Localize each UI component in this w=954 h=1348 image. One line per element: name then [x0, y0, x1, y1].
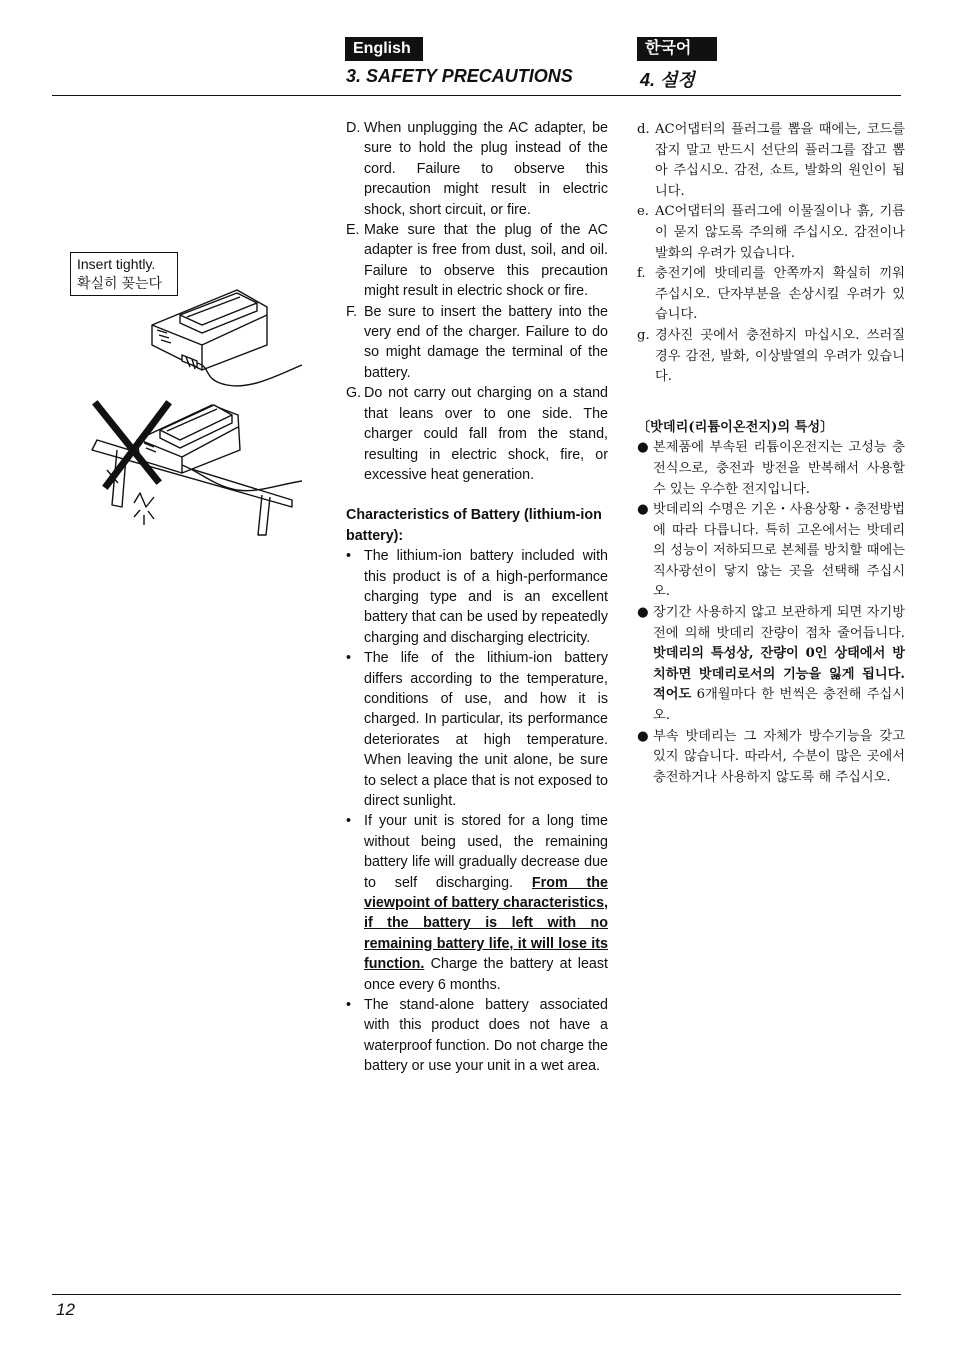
item-marker: f. [637, 266, 646, 282]
item-marker: d. [637, 122, 650, 137]
battery-bullet-korean [637, 438, 905, 500]
section-title-english: 3. SAFETY PRECAUTIONS [346, 66, 573, 86]
precaution-g [346, 383, 608, 485]
precaution-d-korean [637, 120, 905, 202]
battery-bullet [346, 546, 608, 648]
battery-bullet-korean [637, 727, 905, 789]
precaution-e-korean [637, 202, 905, 264]
bullet-text: 부속 밧데리는 그 자체가 방수기능을 갖고 있지 않습니다. 따라서, 수분이 많은 곳에서 충전하거나 사용하지 않도록 해 주십시오. [653, 728, 905, 785]
language-badge-korean: 한국어 [637, 37, 717, 61]
section-title-korean: 4. 설정 [640, 70, 695, 90]
item-text: Do not carry out charging on a stand that leans over to one side. The charger could fall from the stand, resulting in electric shock, fire, or excessive heat generation. [364, 385, 608, 483]
bullet-icon: ● [637, 728, 649, 744]
bullet-icon: • [346, 548, 352, 565]
page-number: 12 [56, 1300, 75, 1319]
item-text: AC어댑터의 플러그를 뽑을 때에는, 코드를 잡지 말고 반드시 선단의 플러그를 잡고 뽑아 주십시오. 감전, 쇼트, 발화의 원인이 됩니다. [655, 122, 905, 199]
korean-column [637, 120, 905, 788]
item-text: 경사진 곳에서 충전하지 마십시오. 쓰러질 경우 감전, 발화, 이상발열의 우려가 있습니다. [655, 327, 905, 385]
item-text: 충전기에 밧데리를 안쪽까지 확실히 끼워 주십시오. 단자부분을 손상시킬 우려가 있습니다. [655, 266, 905, 323]
bullet-text-part: Charge the battery at least once every 6 months. [364, 956, 608, 993]
bullet-icon: • [346, 650, 352, 667]
item-marker: E. [346, 222, 360, 239]
callout-english: Insert tightly. [77, 256, 156, 272]
item-text: AC어댑터의 플러그에 이물질이나 흙, 기름이 묻지 않도록 주의해 주십시오. 감전이나 발화의 우려가 있습니다. [655, 204, 905, 261]
bullet-text-part: 6개월마다 한 번씩은 충전해 주십시오. [653, 687, 905, 724]
battery-bullet [346, 648, 608, 811]
language-badge-english: English [345, 37, 423, 61]
battery-bullet-korean [637, 500, 905, 603]
battery-bullet-korean [637, 603, 905, 727]
item-text: Be sure to insert the battery into the very end of the charger. Failure to do so might damage the terminal of the battery. [364, 303, 608, 381]
bullet-text-part: 장기간 사용하지 않고 보관하게 되면 자기방전에 의해 밧데리 잔량이 점차 줄어듭니다. [653, 605, 905, 641]
footer-rule [52, 1294, 901, 1295]
item-text: When unplugging the AC adapter, be sure to hold the plug instead of the cord. Failure to observe this precaution might result in electric shock, short circuit, or fire. [364, 120, 608, 218]
bullet-emphasis: From the viewpoint of battery characteristics, if the battery is left with no remaining battery life, it will lose its function. [364, 874, 608, 973]
item-marker: e. [637, 204, 649, 220]
precaution-g-korean [637, 326, 905, 388]
battery-bullet [346, 995, 608, 1077]
precaution-d [346, 118, 608, 220]
insert-tightly-callout [70, 252, 178, 296]
battery-characteristics-heading: Characteristics of Battery (lithium-ion battery): [346, 507, 602, 544]
battery-characteristics-heading-korean: 〔밧데리(리튬이온전지)의 특성〕 [637, 419, 834, 435]
bullet-text: 밧데리의 수명은 기온・사용상황・충전방법에 따라 다릅니다. 특히 고온에서는 밧데리의 성능이 저하되므로 본체를 방치할 때에는 직사광선이 닿지 않는 곳을 선택해 주십시오. [653, 502, 905, 600]
header-rule [52, 95, 901, 96]
bullet-emphasis: 밧데리의 특성상, 잔량이 0인 상태에서 방치하면 밧데리로서의 기능을 잃게 됩니다. 적어도 [653, 646, 905, 703]
bullet-icon: • [346, 813, 352, 830]
precaution-e [346, 220, 608, 302]
charger-incorrect-drawing [92, 405, 302, 535]
bullet-text: 본제품에 부속된 리튬이온전지는 고성능 충전식으로, 충전과 방전을 반복해서 사용할 수 있는 우수한 전지입니다. [653, 440, 905, 497]
bullet-text: The lithium-ion battery included with this product is of a high-performance charging type and is an excellent battery that can be used by repeatedly charging and discharging electricity. [364, 548, 608, 646]
bullet-text-part: If your unit is stored for a long time without being used, the remaining battery life will gradually decrease due to self discharging. [364, 813, 608, 891]
item-marker: D. [346, 120, 361, 136]
bullet-text: The stand-alone battery associated with this product does not have a waterproof function. Do not charge the battery or use your unit in a wet area. [364, 997, 608, 1075]
bullet-text: The life of the lithium-ion battery differs according to the temperature, conditions of use, and how it is charged. In particular, its performance deteriorates at high temperature. When leaving the unit alone, be sure to select a place that is not exposed to direct sunlight. [364, 650, 608, 809]
item-marker: G. [346, 385, 362, 402]
precaution-f [346, 302, 608, 384]
charger-correct-drawing [152, 290, 302, 386]
bullet-icon: • [346, 997, 352, 1014]
bullet-icon: ● [637, 440, 649, 456]
bullet-text [653, 603, 905, 727]
bullet-icon: ● [637, 605, 649, 621]
english-column [346, 118, 608, 1077]
item-marker: g. [637, 327, 650, 343]
item-marker: F. [346, 303, 358, 320]
battery-bullet [346, 811, 608, 995]
precaution-f-korean [637, 264, 905, 326]
bullet-text [364, 811, 608, 995]
bullet-icon: ● [637, 502, 649, 518]
item-text: Make sure that the plug of the AC adapter is free from dust, soil, and oil. Failure to observe this precaution might result in electric shock or fire. [364, 222, 608, 300]
callout-korean: 확실히 꽂는다 [77, 275, 163, 291]
